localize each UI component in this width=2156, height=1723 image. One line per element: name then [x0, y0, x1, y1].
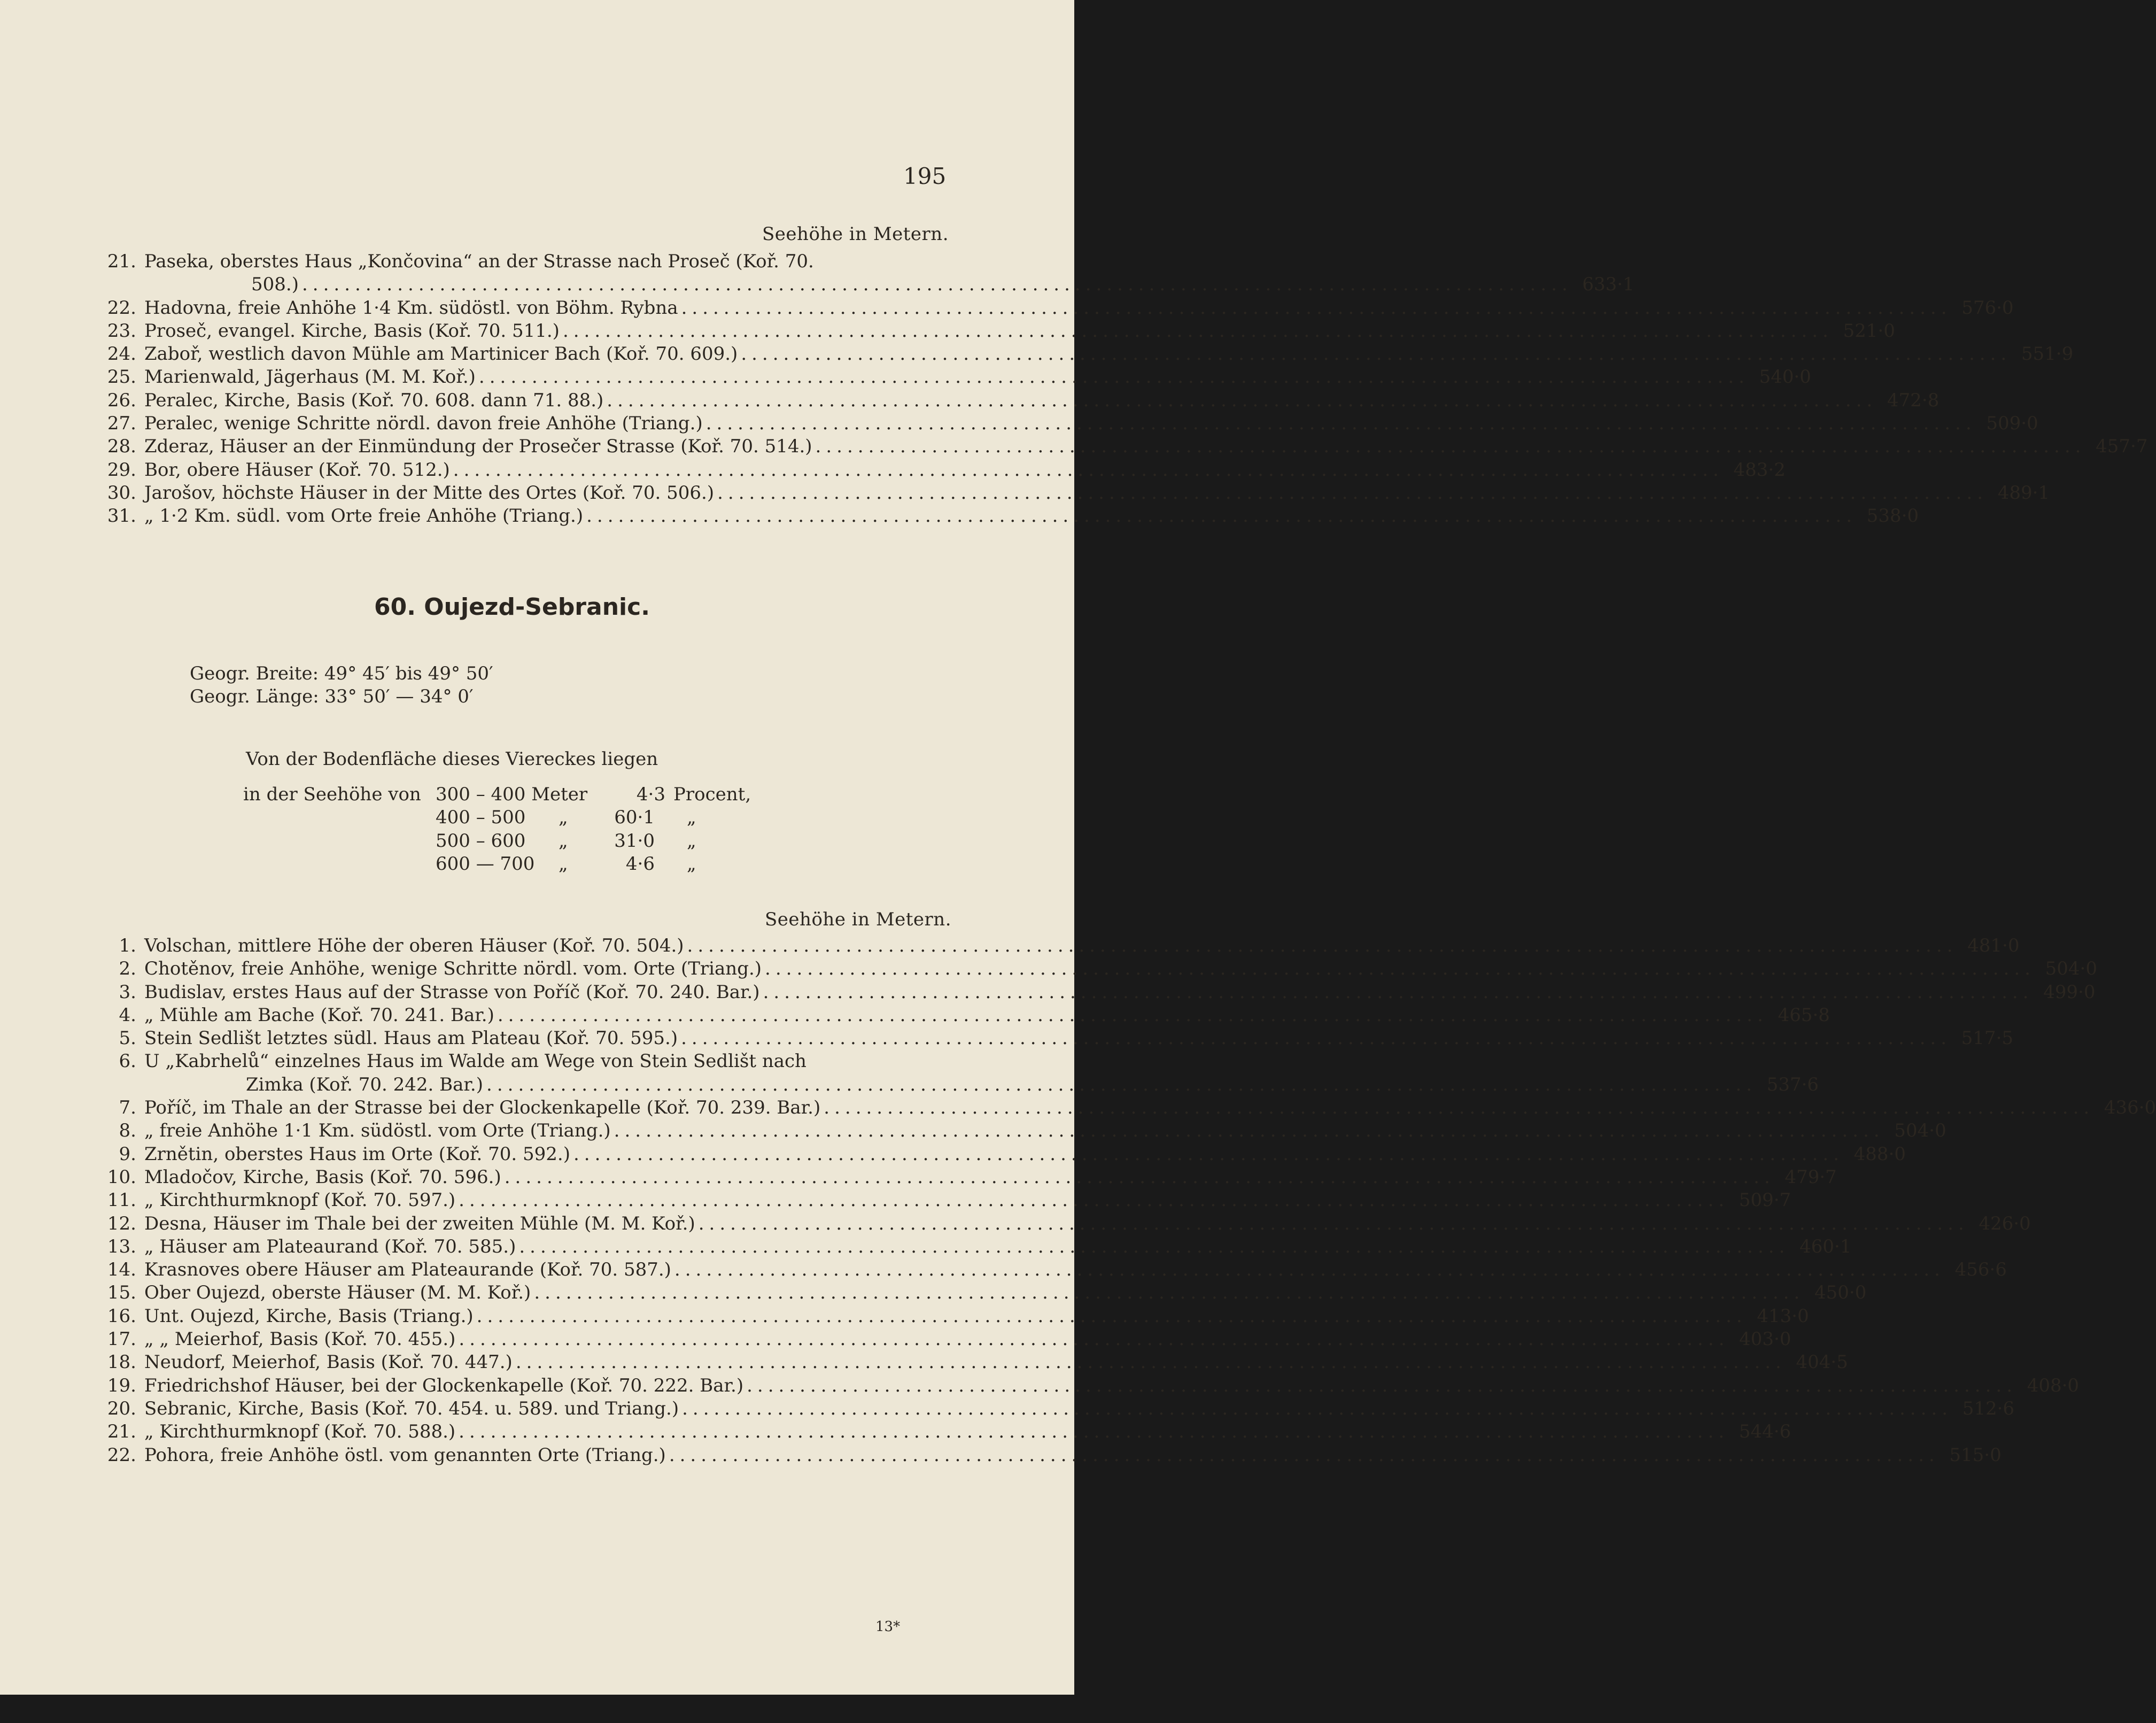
entry-description: Zderaz, Häuser an der Einmündung der Prosečer Strasse (Koř. 70. 514.)	[144, 436, 812, 458]
leader-dots: ........................................................................................................................	[459, 1328, 1730, 1350]
entry-body	[144, 981, 2096, 1004]
entry-elevation: 499·0	[2043, 981, 2096, 1003]
entry-body	[144, 505, 1919, 528]
leader-dots: ........................................................................................................................	[486, 1073, 1757, 1095]
leader-dots: ........................................................................................................................	[698, 1212, 1969, 1234]
leader-dots: ........................................................................................................................	[476, 1305, 1747, 1327]
entry-elevation: 488·0	[1853, 1143, 1906, 1165]
entry-number: 2.	[119, 958, 136, 980]
leader-dots: ........................................................................................................................	[519, 1235, 1790, 1257]
distribution-range: 300 – 400 Meter	[436, 784, 588, 805]
entry-description: Neudorf, Meierhof, Basis (Koř. 70. 447.)	[144, 1351, 513, 1373]
entry-elevation: 403·0	[1739, 1328, 1792, 1350]
distribution-unit: Procent,	[673, 784, 751, 805]
entry-number: 10.	[107, 1166, 136, 1188]
entry-body	[144, 1027, 2014, 1050]
entry-row	[96, 343, 2074, 366]
entry-description: Desna, Häuser im Thale bei der zweiten Mühle (M. M. Koř.)	[144, 1212, 695, 1234]
entry-description: U „Kabrhelů“ einzelnes Haus im Walde am Wege von Stein Sedlišt nach	[144, 1050, 806, 1072]
distribution-intro: Von der Bodenfläche dieses Viereckes liegen	[246, 748, 658, 770]
leader-dots: ........................................................................................................................	[824, 1097, 2095, 1119]
distribution-percent: 4·3	[636, 784, 665, 805]
entry-number: 27.	[107, 413, 136, 435]
entry-number: 5.	[119, 1027, 136, 1049]
entry-elevation: 456·6	[1955, 1259, 2007, 1281]
entry-elevation: 515·0	[1949, 1444, 2002, 1466]
leader-dots: ........................................................................................................................	[681, 297, 1952, 319]
entry-number: 11.	[107, 1189, 136, 1211]
entry-number: 20.	[107, 1397, 136, 1419]
entry-row	[96, 250, 1634, 297]
entry-row	[96, 1305, 1809, 1328]
entry-description: Marienwald, Jägerhaus (M. M. Koř.)	[144, 366, 476, 388]
entry-elevation: 521·0	[1843, 320, 1895, 342]
entry-body	[144, 320, 1895, 343]
entry-body	[144, 1397, 2015, 1420]
leader-dots: ........................................................................................................................	[674, 1259, 1945, 1281]
entry-row	[96, 934, 2020, 957]
section2-entry-list	[96, 934, 2156, 1467]
entry-description: „ freie Anhöhe 1·1 Km. südöstl. vom Orte (Triang.)	[144, 1120, 611, 1142]
entry-body	[144, 1374, 2080, 1397]
entry-body	[144, 1096, 2156, 1119]
entry-elevation: 479·7	[1785, 1166, 1837, 1188]
entry-description: Mladočov, Kirche, Basis (Koř. 70. 596.)	[144, 1166, 501, 1188]
entry-elevation: 465·8	[1778, 1004, 1830, 1026]
entry-body	[144, 459, 1786, 482]
entry-elevation: 460·1	[1799, 1235, 1852, 1257]
entry-elevation: 504·0	[1894, 1120, 1946, 1142]
entry-body	[144, 1281, 1867, 1304]
entry-number: 31.	[107, 505, 136, 527]
entry-description: Jarošov, höchste Häuser in der Mitte des Ortes (Koř. 70. 506.)	[144, 482, 715, 504]
leader-dots: ........................................................................................................................	[515, 1351, 1786, 1373]
entry-body	[144, 1004, 1830, 1027]
entry-row	[96, 1328, 1792, 1351]
entry-elevation: 538·0	[1866, 505, 1919, 527]
entry-elevation: 517·5	[1961, 1027, 2014, 1049]
entry-description: Budislav, erstes Haus auf der Strasse von Poříč (Koř. 70. 240. Bar.)	[144, 981, 760, 1003]
entry-row	[96, 1166, 1837, 1189]
leader-dots: ........................................................................................................................	[586, 505, 1857, 527]
entry-elevation: 483·2	[1733, 459, 1786, 481]
geo-latitude: Geogr. Breite: 49° 45′ bis 49° 50′	[190, 663, 493, 684]
entry-elevation: 489·1	[1997, 482, 2050, 504]
entry-description: „ Kirchthurmknopf (Koř. 70. 597.)	[144, 1189, 456, 1211]
entry-body	[144, 1420, 1792, 1443]
entry-description: Chotěnov, freie Anhöhe, wenige Schritte nördl. vom. Orte (Triang.)	[144, 958, 762, 980]
distribution-ditto: „	[559, 830, 568, 852]
leader-dots: ........................................................................................................................	[717, 482, 1988, 504]
entry-description: Ober Oujezd, oberste Häuser (M. M. Koř.)	[144, 1282, 531, 1304]
entry-number: 13.	[107, 1235, 136, 1257]
entry-description-continued: 508.)	[251, 274, 299, 296]
entry-body	[144, 297, 2014, 320]
entry-elevation: 551·9	[2021, 343, 2074, 365]
leader-dots: ........................................................................................................................	[815, 436, 2086, 458]
entry-body	[144, 934, 2020, 957]
entry-elevation: 481·0	[1967, 935, 2020, 956]
leader-dots: ........................................................................................................................	[705, 413, 1976, 435]
page-number: 195	[903, 163, 947, 189]
entry-row	[96, 435, 2148, 458]
entry-number: 17.	[107, 1328, 136, 1350]
entry-body	[144, 1119, 1946, 1142]
entry-row	[96, 1258, 2007, 1281]
distribution-percent: 31·0	[614, 830, 655, 852]
entry-elevation: 450·0	[1814, 1282, 1867, 1304]
entry-elevation: 512·6	[1962, 1397, 2015, 1419]
entry-body	[144, 366, 1811, 389]
entry-description: Stein Sedlišt letztes südl. Haus am Plateau (Koř. 70. 595.)	[144, 1027, 678, 1049]
entry-description: „ „ Meierhof, Basis (Koř. 70. 455.)	[144, 1328, 456, 1350]
entry-row	[96, 505, 1919, 528]
entry-number: 6.	[119, 1050, 136, 1072]
section-title: 60. Oujezd-Sebranic.	[374, 593, 650, 621]
entry-row	[96, 1235, 1852, 1258]
entry-row	[96, 1189, 1792, 1212]
entry-body	[144, 435, 2148, 458]
entry-row	[96, 957, 2097, 980]
entry-row	[96, 1027, 2014, 1050]
distribution-unit: „	[687, 830, 696, 852]
entry-body	[144, 1235, 1852, 1258]
distribution-percent: 4·6	[625, 853, 655, 875]
entry-elevation: 404·5	[1796, 1351, 1848, 1373]
entry-elevation: 457·7	[2096, 436, 2148, 458]
entry-number: 9.	[119, 1143, 136, 1165]
entry-description: Krasnoves obere Häuser am Plateaurande (Koř. 70. 587.)	[144, 1259, 671, 1281]
entry-number: 23.	[107, 320, 136, 342]
entry-number: 29.	[107, 459, 136, 481]
entry-number: 24.	[107, 343, 136, 365]
entry-number: 26.	[107, 389, 136, 411]
entry-body	[144, 1143, 1906, 1166]
entry-body	[144, 1050, 1819, 1095]
entry-body	[144, 957, 2097, 980]
entry-description: „ Häuser am Plateaurand (Koř. 70. 585.)	[144, 1235, 516, 1257]
entry-body	[144, 482, 2050, 505]
leader-dots: ........................................................................................................................	[459, 1189, 1730, 1211]
entry-row	[96, 366, 1811, 389]
entry-body	[144, 1305, 1809, 1328]
entry-body	[144, 1212, 2031, 1235]
entry-number: 22.	[107, 297, 136, 319]
leader-dots: ........................................................................................................................	[763, 981, 2034, 1003]
entry-number: 4.	[119, 1004, 136, 1026]
entry-number: 3.	[119, 981, 136, 1003]
leader-dots: ........................................................................................................................	[669, 1444, 1940, 1466]
entry-elevation: 537·6	[1766, 1073, 1819, 1095]
entry-description: Sebranic, Kirche, Basis (Koř. 70. 454. u. 589. und Triang.)	[144, 1397, 679, 1419]
entry-body	[144, 1258, 2007, 1281]
entry-description-continued: Zimka (Koř. 70. 242. Bar.)	[246, 1073, 484, 1095]
entry-body	[144, 1444, 2002, 1467]
entry-description: Peralec, wenige Schritte nördl. davon freie Anhöhe (Triang.)	[144, 413, 703, 435]
entry-description: Hadovna, freie Anhöhe 1·4 Km. südöstl. von Böhm. Rybna	[144, 297, 678, 319]
leader-dots: ........................................................................................................................	[741, 343, 2012, 365]
entry-row	[96, 297, 2014, 320]
entry-body	[144, 250, 1634, 296]
entry-description: Proseč, evangel. Kirche, Basis (Koř. 70. 511.)	[144, 320, 560, 342]
leader-dots: ........................................................................................................................	[301, 274, 1572, 296]
entry-elevation: 509·0	[1986, 413, 2038, 435]
leader-dots: ........................................................................................................................	[478, 366, 1749, 388]
entry-number: 21.	[107, 1421, 136, 1443]
distribution-percent: 60·1	[614, 807, 655, 829]
leader-dots: ........................................................................................................................	[765, 958, 2035, 980]
entry-number: 16.	[107, 1305, 136, 1327]
entry-row	[96, 482, 2050, 505]
entry-description: Bor, obere Häuser (Koř. 70. 512.)	[144, 459, 450, 481]
leader-dots: ........................................................................................................................	[534, 1282, 1805, 1304]
entry-description: Friedrichshof Häuser, bei der Glockenkapelle (Koř. 70. 222. Bar.)	[144, 1374, 744, 1396]
entry-elevation: 436·0	[2104, 1097, 2156, 1119]
entry-elevation: 576·0	[1961, 297, 2014, 319]
entry-row	[96, 1143, 1906, 1166]
entry-body	[144, 343, 2074, 366]
entry-elevation: 472·8	[1887, 389, 1940, 411]
leader-dots: ........................................................................................................................	[453, 459, 1724, 481]
unit-header-2: Seehöhe in Metern.	[765, 909, 951, 930]
entry-elevation: 413·0	[1757, 1305, 1809, 1327]
distribution-ditto: „	[559, 853, 568, 875]
entry-body	[144, 412, 2038, 435]
entry-elevation: 544·6	[1739, 1421, 1792, 1443]
entry-row	[96, 1004, 1830, 1027]
entry-row	[96, 1351, 1848, 1374]
leader-dots: ........................................................................................................................	[562, 320, 1833, 342]
entry-body	[144, 1328, 1792, 1351]
entry-row	[96, 412, 2038, 435]
entry-elevation: 509·7	[1739, 1189, 1792, 1211]
entry-row	[96, 459, 1786, 482]
entry-description: Poříč, im Thale an der Strasse bei der Glockenkapelle (Koř. 70. 239. Bar.)	[144, 1097, 821, 1119]
entry-number: 14.	[107, 1259, 136, 1281]
entry-number: 18.	[107, 1351, 136, 1373]
leader-dots: ........................................................................................................................	[747, 1374, 2018, 1396]
entry-row	[96, 1420, 1792, 1443]
entry-description: Volschan, mittlere Höhe der oberen Häuser (Koř. 70. 504.)	[144, 935, 684, 956]
distribution-ditto: „	[559, 807, 568, 829]
entry-body	[144, 1189, 1792, 1212]
entry-elevation: 540·0	[1759, 366, 1811, 388]
geo-longitude: Geogr. Länge: 33° 50′ — 34° 0′	[190, 686, 474, 707]
distribution-unit: „	[687, 853, 696, 875]
entry-description: „ 1·2 Km. südl. vom Orte freie Anhöhe (Triang.)	[144, 505, 584, 527]
leader-dots: ........................................................................................................................	[459, 1421, 1730, 1443]
entry-number: 21.	[107, 251, 136, 272]
entry-body	[144, 1166, 1837, 1189]
entry-row	[96, 389, 1940, 412]
entry-elevation: 426·0	[1979, 1212, 2031, 1234]
entry-number: 15.	[107, 1282, 136, 1304]
leader-dots: ........................................................................................................................	[607, 389, 1878, 411]
entry-body	[144, 1351, 1848, 1374]
signature-mark: 13*	[875, 1619, 901, 1635]
entry-row	[96, 1050, 1819, 1096]
distribution-range: 400 – 500	[436, 807, 526, 829]
entry-description: Unt. Oujezd, Kirche, Basis (Triang.)	[144, 1305, 474, 1327]
distribution-prefix: in der Seehöhe von	[243, 784, 421, 805]
entry-elevation: 504·0	[2045, 958, 2097, 980]
entry-elevation: 633·1	[1582, 274, 1634, 296]
entry-row	[96, 1374, 2080, 1397]
entry-number: 22.	[107, 1444, 136, 1466]
entry-number: 28.	[107, 436, 136, 458]
leader-dots: ........................................................................................................................	[687, 935, 1958, 956]
section1-entry-list	[96, 250, 2148, 528]
leader-dots: ........................................................................................................................	[504, 1166, 1775, 1188]
entry-row	[96, 981, 2096, 1004]
entry-number: 19.	[107, 1374, 136, 1396]
entry-row	[96, 1444, 2002, 1467]
entry-number: 8.	[119, 1120, 136, 1142]
entry-number: 12.	[107, 1212, 136, 1234]
leader-dots: ........................................................................................................................	[681, 1027, 1952, 1049]
entry-description: Peralec, Kirche, Basis (Koř. 70. 608. dann 71. 88.)	[144, 389, 604, 411]
distribution-unit: „	[687, 807, 696, 829]
entry-description: Zaboř, westlich davon Mühle am Martinicer Bach (Koř. 70. 609.)	[144, 343, 738, 365]
entry-number: 25.	[107, 366, 136, 388]
leader-dots: ........................................................................................................................	[497, 1004, 1768, 1026]
entry-elevation: 408·0	[2027, 1374, 2080, 1396]
entry-row	[96, 320, 1895, 343]
leader-dots: ........................................................................................................................	[573, 1143, 1844, 1165]
entry-description: Paseka, oberstes Haus „Končovina“ an der Strasse nach Proseč (Koř. 70.	[144, 251, 814, 272]
unit-header-1: Seehöhe in Metern.	[762, 223, 949, 245]
leader-dots: ........................................................................................................................	[614, 1120, 1884, 1142]
entry-row	[96, 1397, 2015, 1420]
entry-description: „ Kirchthurmknopf (Koř. 70. 588.)	[144, 1421, 456, 1443]
entry-row	[96, 1096, 2156, 1119]
entry-number: 7.	[119, 1097, 136, 1119]
entry-row	[96, 1281, 1867, 1304]
entry-number: 30.	[107, 482, 136, 504]
distribution-range: 500 – 600	[436, 830, 526, 852]
entry-description: Pohora, freie Anhöhe östl. vom genannten Orte (Triang.)	[144, 1444, 666, 1466]
entry-row	[96, 1212, 2031, 1235]
entry-body	[144, 389, 1940, 412]
entry-number: 1.	[119, 935, 136, 956]
entry-description: „ Mühle am Bache (Koř. 70. 241. Bar.)	[144, 1004, 494, 1026]
entry-description: Zrnětin, oberstes Haus im Orte (Koř. 70. 592.)	[144, 1143, 570, 1165]
leader-dots: ........................................................................................................................	[682, 1397, 1953, 1419]
entry-row	[96, 1119, 1946, 1142]
distribution-range: 600 — 700	[436, 853, 535, 875]
